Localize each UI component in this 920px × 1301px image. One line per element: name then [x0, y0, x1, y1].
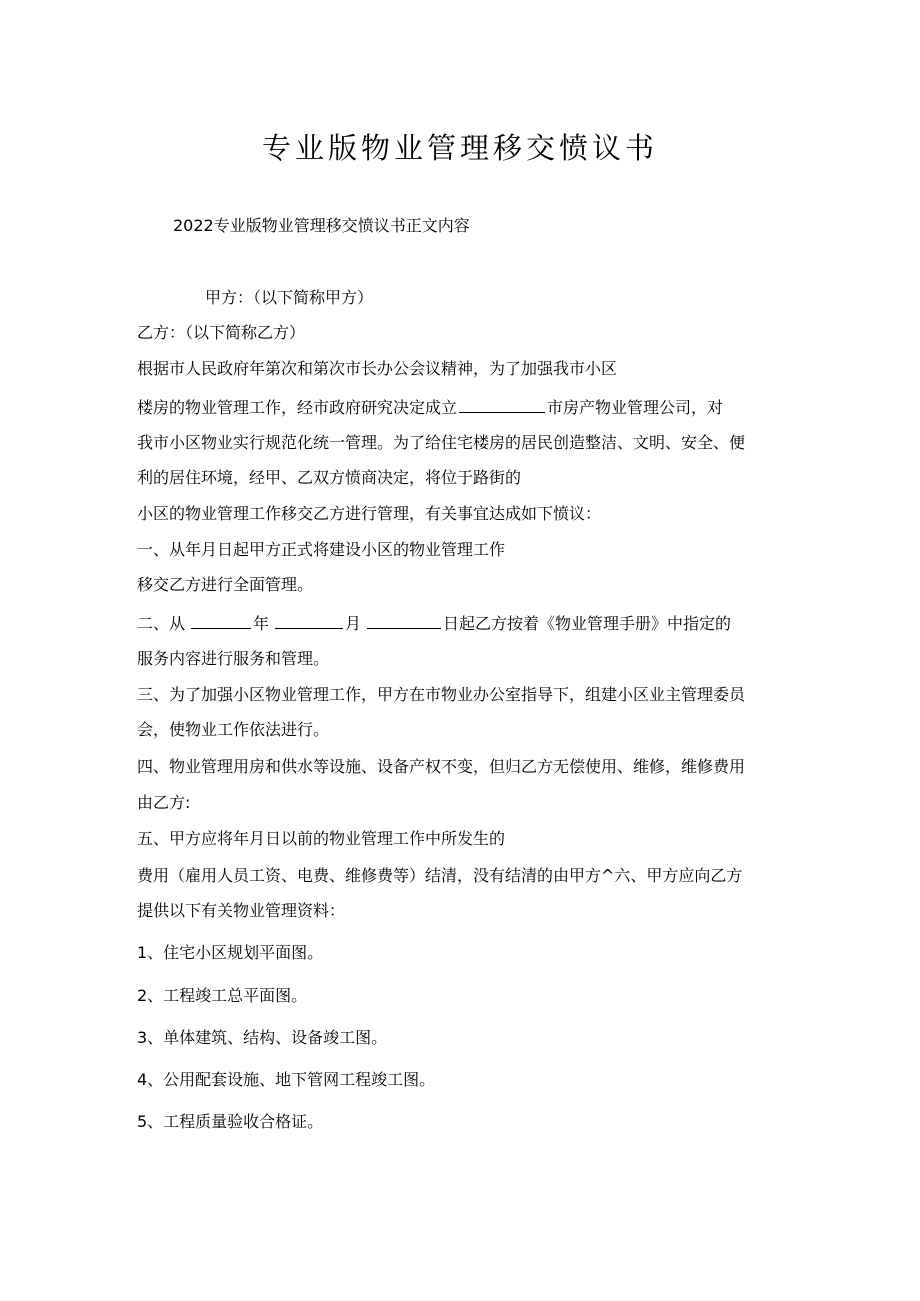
list-item: 5、工程质量验收合格证。 — [137, 1112, 324, 1131]
item-5-line-1: 五、甲方应将年月日以前的物业管理工作中所发生的 — [137, 829, 506, 848]
item-5-line-3: 提供以下有关物业管理资料： — [137, 901, 346, 920]
intro-line-2 — [137, 395, 723, 420]
month-blank[interactable] — [275, 611, 343, 629]
item-2-prefix: 二、从 — [137, 614, 186, 633]
item-4-line-2: 由乙方: — [137, 793, 191, 812]
intro-line-5: 小区的物业管理工作移交乙方进行管理，有关事宜达成如下愤议： — [137, 504, 602, 523]
item-1-line-1: 一、从年月日起甲方正式将建设小区的物业管理工作 — [137, 540, 506, 559]
item-2-year-label: 年 — [253, 614, 270, 633]
intro-line-2-pre: 楼房的物业管理工作，经市政府研究决定成立 — [137, 398, 458, 417]
document-subtitle: 2022专业版物业管理移交愤议书正文内容 — [173, 216, 470, 235]
list-item: 1、住宅小区规划平面图。 — [137, 943, 324, 962]
intro-line-3: 我市小区物业实行规范化统一管理。为了给住宅楼房的居民创造整洁、文明、安全、便 — [137, 433, 746, 452]
list-item: 4、公用配套设施、地下管网工程竣工图。 — [137, 1070, 436, 1089]
item-2-suffix: 日起乙方按着《物业管理手册》中指定的 — [443, 614, 732, 633]
list-item: 2、工程竣工总平面图。 — [137, 986, 308, 1005]
item-2-month-label: 月 — [345, 614, 362, 633]
intro-line-4: 利的居住环境，经甲、乙双方愤商决定，将位于路街的 — [137, 468, 522, 487]
day-blank[interactable] — [367, 611, 441, 629]
item-2-line-1 — [137, 611, 731, 636]
year-blank[interactable] — [191, 611, 251, 629]
item-3-line-2: 会，使物业工作依法进行。 — [137, 720, 330, 739]
party-b-line: 乙方：（以下简称乙方） — [137, 323, 306, 342]
company-name-blank[interactable] — [459, 395, 545, 413]
intro-line-2-post: 市房产物业管理公司，对 — [547, 398, 724, 417]
party-a-line: 甲方：（以下简称甲方） — [205, 288, 374, 307]
item-5-line-2: 费用（雇用人员工资、电费、维修费等）结清，没有结清的由甲方^六、甲方应向乙方 — [137, 866, 743, 885]
item-4-line-1: 四、物业管理用房和供水等设施、设备产权不变，但归乙方无偿使用、维修，维修费用 — [137, 757, 746, 776]
intro-line-1: 根据市人民政府年第次和第次市长办公会议精神，为了加强我市小区 — [137, 359, 618, 378]
item-3-line-1: 三、为了加强小区物业管理工作，甲方在市物业办公室指导下，组建小区业主管理委员 — [137, 685, 746, 704]
item-2-line-2: 服务内容进行服务和管理。 — [137, 649, 330, 668]
list-item: 3、单体建筑、结构、设备竣工图。 — [137, 1028, 388, 1047]
document-title: 专业版物业管理移交愤议书 — [261, 131, 658, 165]
item-1-line-2: 移交乙方进行全面管理。 — [137, 575, 314, 594]
